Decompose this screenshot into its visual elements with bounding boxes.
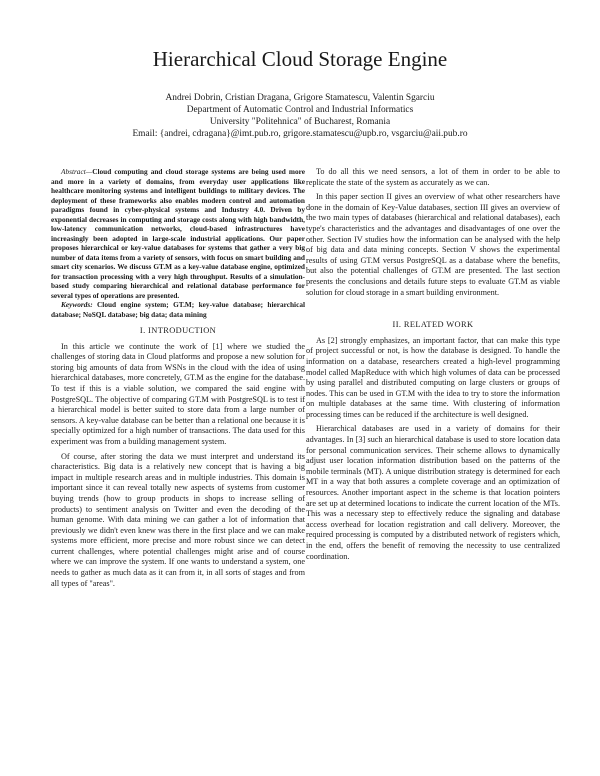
author-block [0, 92, 600, 140]
paper-title: Hierarchical Cloud Storage Engine [152, 47, 448, 71]
author-names: Andrei Dobrin, Cristian Dragana, Grigore Stamatescu, Valentin Sgarciu [165, 93, 435, 103]
abstract-lead: Abstract— [61, 167, 93, 176]
author-university: University "Politehnica" of Bucharest, Romania [209, 117, 391, 127]
left-column [51, 167, 305, 593]
keywords [51, 300, 305, 319]
intro-paragraph-4: In this paper section II gives an overview of what other researchers have done in the domain of Key-Value databases, section III gives an overview of the two main types of databases (hierarchical and relational databases), each type's characteristics and the advantages and disadvantages of one over the other. Section IV studies how the information can be analysed with the help of big data and data mining concepts. Section V shows the experimental results of using GT.M versus PostgreSQL as a database where the benefits, but also the potential challenges of GT.M are presented. The last section presents the conclusions and details future steps to evaluate GT.M as viable solution for cloud storage in a smart building environment. [306, 192, 560, 297]
intro-paragraph-1: In this article we continute the work of [1] where we studied the challenges of storing data in Cloud platforms and propose a new solution for storing big amounts of data from WSNs in the cloud with the idea of using hierarchical databases, more concretely, GT.M as the engine for the database. To test if this is a viable solution, we compared the said engine with PostgreSQL. The objective of comparing GT.M with PostgreSQL is to test if a hierarchical model is better suited to store data from a large number of sensors. A key-value database can be better than a relational one because it is specially optimized for a high number of transactions. The data used for this experiment was from a building management system. [51, 341, 305, 446]
author-department: Department of Automatic Control and Industrial Informatics [186, 105, 414, 115]
author-email: Email: {andrei, cdragana}@imt.pub.ro, grigore.stamatescu@upb.ro, vsgarciu@aii.pub.ro [132, 129, 468, 139]
section-heading-introduction: I. INTRODUCTION [139, 326, 217, 335]
keywords-lead: Keywords: [61, 300, 98, 309]
intro-paragraph-3: To do all this we need sensors, a lot of them in order to be able to replicate the state of the system as accurately as we can. [306, 167, 560, 187]
related-paragraph-1: As [2] strongly emphasizes, an important factor, that can make this type of project successful or not, is how the database is designed. To handle the information on a database, researchers created a high-level programming model called MapReduce with which high volumes of data can be processed by using parallel and distributed computing on large clusters or groups of nodes. This can be used in GT.M with the idea to try to store the information on multiple databases at the same time. With clustering of information processing times can be reduced if the architecture is well designed. [306, 335, 560, 419]
intro-paragraph-2: Of course, after storing the data we must interpret and understand its characteristics. Big data is a relatively new concept that is having a big impact in multiple research areas and in multiple industries. This domain is important since it can reveal totally new aspects of systems from customer buying trends (how to group products in shops to increase selling of products) to sentiment analysis on Twitter and even the decoding of the human genome. With data mining we can gather a lot of information that previously we didn't even knew was there in the first place and we can make systems more efficient, more precise and more robust since we can detect current challenges, where potential challenges might arise and of course where we can improve the system. If one wants to understand a system, one needs to gather as much data as it can from it, in all sorts of stages and from all types of "areas". [51, 451, 305, 588]
related-paragraph-2: Hierarchical databases are used in a variety of domains for their advantages. In [3] such an hierarchical database is used to store location data for personal communication services. Their scheme allows to dynamically adjust user location information distribution based on the patterns of the mobile terminals (MT). A unique distribution strategy is determined for each MT in a way that both assures a complete coverage and an optimization of resources. Another important aspect in the scheme is that location pointers are set up at determined locations to indicate the current location of the MTs. This was a necessary step to effectively reduce the signaling and database access overhead for location registration and call delivery. Moreover, the required processing is computed by a distributed network of registers which, in the end, offers the benefit of removing the necessity to use centralized coordination. [306, 424, 560, 561]
abstract-text: Cloud computing and cloud storage systems are being used more and more in a variety of domains, from everyday user applications like healthcare monitoring systems and intelligent buildings to military devices. The deployment of these frameworks also enables modern control and automation paradigms found in cyber-physical systems and Industry 4.0. Driven by exponential decreases in computing and storage costs along with high bandwidth, low-latency communication networks, cloud-based infrastructures have increasingly been adopted in large-scale industrial applications. Our paper proposes hierarchical or key-value databases for systems that gather a very big number of data items from a variety of sensors, with focus on smart building and smart city scenarios. We discuss GT.M as a key-value database engine, optimized for transaction processing with a very high throughput. Results of a simulation-based study comparing hierarchical and relational database performance for several types of operations are presented. [51, 167, 305, 300]
right-column [306, 167, 560, 566]
abstract [51, 167, 305, 300]
section-heading-related-work: II. RELATED WORK [392, 320, 474, 330]
keywords-text: Cloud engine system; GT.M; key-value database; hierarchical database; NoSQL database; big data; data mining [51, 300, 305, 319]
